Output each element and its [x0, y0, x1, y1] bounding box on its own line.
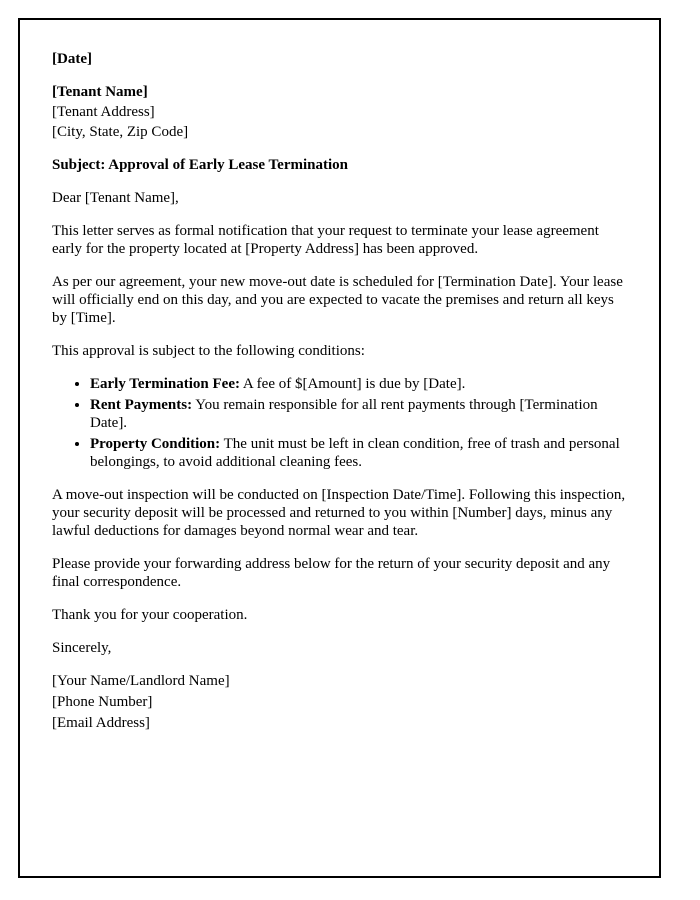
letter-page — [18, 18, 661, 878]
conditions-list — [52, 375, 629, 471]
conditions-intro: This approval is subject to the following conditions: — [52, 343, 365, 359]
condition-label: Property Condition: — [90, 436, 221, 452]
salutation: Dear [Tenant Name], — [52, 190, 179, 206]
condition-item-property-condition — [90, 435, 629, 471]
paragraph-notification: This letter serves as formal notification that your request to terminate your lease agreement early for the property located at [Property Address] has been approved. — [52, 223, 599, 257]
closing: Sincerely, — [52, 640, 112, 656]
condition-text: A fee of $[Amount] is due by [Date]. — [240, 376, 466, 392]
recipient-block — [52, 83, 629, 141]
signature-block — [52, 672, 629, 732]
signature-name: [Your Name/Landlord Name] — [52, 673, 230, 689]
paragraph-thanks: Thank you for your cooperation. — [52, 607, 248, 623]
paragraph-moveout: As per our agreement, your new move-out date is scheduled for [Termination Date]. Your lease will officially end on this day, and you are expected to vacate the premises and return all keys by [Time]. — [52, 274, 623, 326]
signature-email: [Email Address] — [52, 715, 150, 731]
tenant-city-state-zip: [City, State, Zip Code] — [52, 124, 189, 140]
condition-text: The unit must be left in clean condition, free of trash and personal belongings, to avoid additional cleaning fees. — [90, 436, 620, 470]
paragraph-inspection: A move-out inspection will be conducted on [Inspection Date/Time]. Following this inspection, your security deposit will be processed and returned to you within [Number] days, minus any lawful deductions for damages beyond normal wear and tear. — [52, 487, 626, 539]
subject-line: Subject: Approval of Early Lease Termination — [52, 157, 348, 173]
condition-item-termination-fee — [90, 375, 629, 393]
signature-phone: [Phone Number] — [52, 694, 153, 710]
condition-text: You remain responsible for all rent payments through [Termination Date]. — [90, 397, 598, 431]
date-line: [Date] — [52, 51, 92, 67]
condition-item-rent-payments — [90, 396, 629, 432]
condition-label: Rent Payments: — [90, 397, 193, 413]
tenant-address: [Tenant Address] — [52, 104, 155, 120]
paragraph-forwarding-address: Please provide your forwarding address below for the return of your security deposit and any final correspondence. — [52, 556, 611, 590]
tenant-name: [Tenant Name] — [52, 84, 148, 100]
condition-label: Early Termination Fee: — [90, 376, 240, 392]
